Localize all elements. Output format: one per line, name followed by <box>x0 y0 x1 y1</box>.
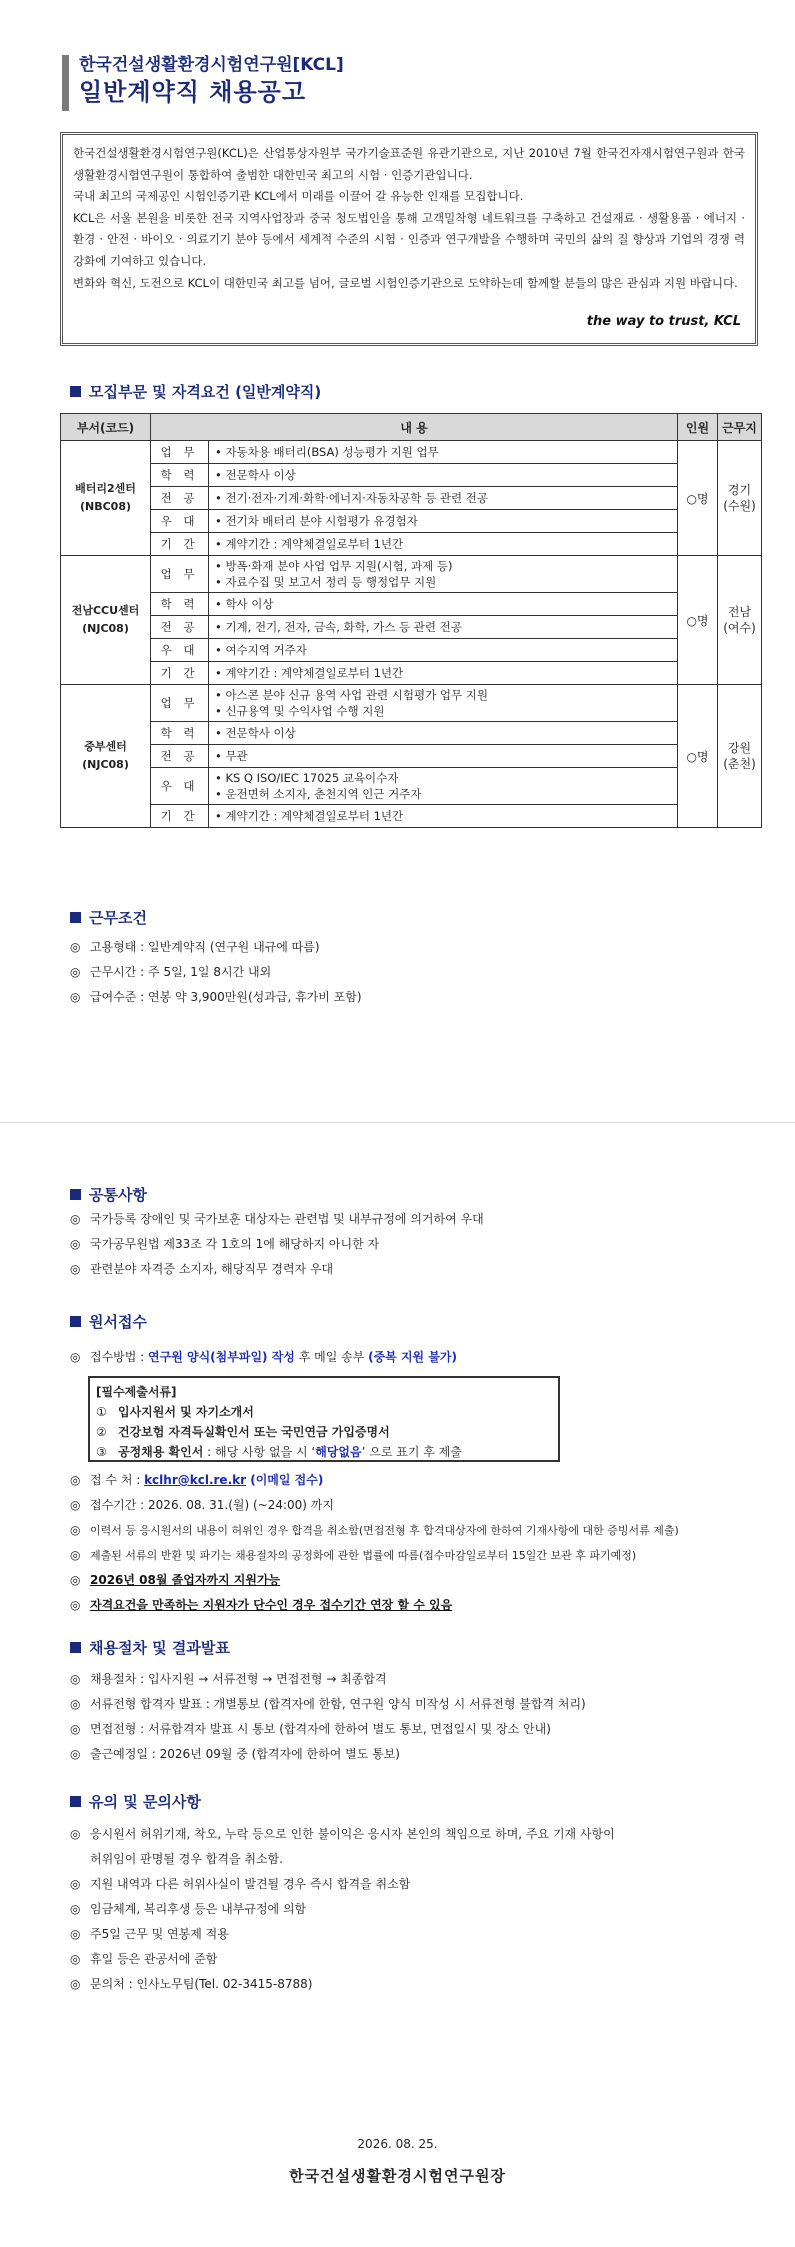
list-item: ◎ 임금체계, 복리후생 등은 내부규정에 의함 <box>70 1902 307 1916</box>
content-line: • 기계, 전기, 전자, 금속, 화학, 가스 등 관련 전공 <box>215 620 462 634</box>
row-content-major <box>209 745 678 768</box>
document-item: ① 입사지원서 및 자기소개서 <box>96 1405 254 1419</box>
table-row <box>61 441 762 464</box>
list-item: ◎ 국가공무원법 제33조 각 1호의 1에 해당하지 아니한 자 <box>70 1237 380 1251</box>
list-item: ◎ 2026년 08월 졸업자까지 지원가능 <box>70 1573 281 1587</box>
count-cell: ○명 <box>678 685 718 828</box>
list-item: ◎ 관련분야 자격증 소지자, 해당직무 경력자 우대 <box>70 1262 334 1276</box>
content-line: • 전기차 배터리 분야 시험평가 유경험자 <box>215 514 418 528</box>
page-1 <box>0 0 795 1123</box>
document-item: ② 건강보험 자격득실확인서 또는 국민연금 가입증명서 <box>96 1425 390 1439</box>
table-row <box>61 593 762 616</box>
row-content-pref <box>209 510 678 533</box>
slogan: the way to trust, KCL <box>586 314 741 330</box>
row-content-period <box>209 662 678 685</box>
intro-paragraph-1: 한국건설생활환경시험연구원(KCL)은 산업통상자원부 국가기술표준원 유관기관으로, 지난 2010년 7월 한국건자재시험연구원과 한국생활환경시험연구원이 통합하여 출범한 대한민국 최고의 시험 · 인증기관입니다. <box>73 146 745 182</box>
row-content-duty <box>209 441 678 464</box>
row-label-major: 전 공 <box>151 616 209 639</box>
location-cell: 경기 (수원) <box>718 441 762 556</box>
title-block <box>62 55 362 111</box>
row-label-major: 전 공 <box>151 745 209 768</box>
section-notes-heading: 유의 및 문의사항 <box>70 1791 201 1812</box>
content-line: • 전문학사 이상 <box>215 468 296 482</box>
intro-paragraph-2: 국내 최고의 국제공인 시험인증기관 KCL에서 미래를 이끌어 갈 유능한 인재를 모집합니다. <box>73 189 524 204</box>
row-content-edu <box>209 593 678 616</box>
content-line: • 학사 이상 <box>215 597 274 611</box>
table-row <box>61 685 762 722</box>
list-item: ◎ 응시원서 허위기재, 착오, 누락 등으로 인한 불이익은 응시자 본인의 책임으로 하며, 주요 기재 사항이 <box>70 1827 615 1841</box>
table-row <box>61 805 762 828</box>
list-item: ◎ 출근예정일 : 2026년 09월 중 (합격자에 한하여 별도 통보) <box>70 1747 400 1761</box>
table-row <box>61 510 762 533</box>
row-label-period: 기 간 <box>151 662 209 685</box>
signature-line: 한국건설생활환경시험연구원장 <box>289 2167 506 2185</box>
content-line: • 자료수집 및 보고서 정리 등 행정업무 지원 <box>215 575 437 589</box>
list-item-continued: 허위임이 판명될 경우 합격을 취소함. <box>90 1852 283 1866</box>
content-line: • 전문학사 이상 <box>215 726 296 740</box>
row-content-pref <box>209 639 678 662</box>
row-content-period <box>209 805 678 828</box>
common-list <box>70 1207 484 1282</box>
row-label-duty: 업 무 <box>151 685 209 722</box>
org-title: 한국건설생활환경시험연구원[KCL] <box>79 55 344 75</box>
section-recruit-heading: 모집부문 및 자격요건 (일반계약직) <box>70 381 321 402</box>
required-documents-box <box>88 1376 560 1462</box>
list-item: ◎ 접 수 처 : kclhr@kcl.re.kr (이메일 접수) <box>70 1473 324 1487</box>
content-line: • 여수지역 거주자 <box>215 643 307 657</box>
section-square-icon <box>70 912 81 923</box>
row-label-edu: 학 력 <box>151 593 209 616</box>
content-line: • KS Q ISO/IEC 17025 교육이수자 <box>215 771 399 785</box>
location-cell: 강원 (춘천) <box>718 685 762 828</box>
content-line: • 계약기간 : 계약체결일로부터 1년간 <box>215 537 404 551</box>
content-line: • 신규용역 및 수익사업 수행 지원 <box>215 704 385 718</box>
list-item: ◎ 자격요건을 만족하는 지원자가 단수인 경우 접수기간 연장 할 수 있음 <box>70 1598 453 1612</box>
section-apply-heading: 원서접수 <box>70 1311 147 1332</box>
table-row <box>61 464 762 487</box>
process-list <box>70 1667 586 1767</box>
table-row <box>61 768 762 805</box>
dept-cell <box>61 685 151 828</box>
row-content-duty <box>209 556 678 593</box>
list-item: ◎ 서류전형 합격자 발표 : 개별통보 (합격자에 한함, 연구원 양식 미작성 시 서류전형 불합격 처리) <box>70 1697 586 1711</box>
header-dept: 부서(코드) <box>61 414 151 441</box>
content-line: • 계약기간 : 계약체결일로부터 1년간 <box>215 809 404 823</box>
announcement-date: 2026. 08. 25. <box>357 2137 438 2151</box>
list-item: ◎ 채용절차 : 입사지원 → 서류전형 → 면접전형 → 최종합격 <box>70 1672 387 1686</box>
count-cell: ○명 <box>678 441 718 556</box>
row-content-edu <box>209 464 678 487</box>
content-line: • 자동차용 배터리(BSA) 성능평가 지원 업무 <box>215 445 439 459</box>
email-link[interactable]: kclhr@kcl.re.kr <box>144 1473 247 1487</box>
row-label-period: 기 간 <box>151 533 209 556</box>
dept-name: 배터리2센터 <box>75 482 136 495</box>
table-row <box>61 487 762 510</box>
row-label-pref: 우 대 <box>151 510 209 533</box>
header-content: 내 용 <box>151 414 678 441</box>
row-label-edu: 학 력 <box>151 464 209 487</box>
dept-code: (NBC08) <box>79 500 132 513</box>
dept-cell <box>61 556 151 685</box>
table-row <box>61 533 762 556</box>
list-item: ◎ 국가등록 장애인 및 국가보훈 대상자는 관련법 및 내부규정에 의거하여 우대 <box>70 1212 484 1226</box>
count-cell: ○명 <box>678 556 718 685</box>
dept-name: 중부센터 <box>84 740 127 753</box>
list-item: ◎ 주5일 근무 및 연봉제 적용 <box>70 1927 229 1941</box>
section-common-heading: 공통사항 <box>70 1184 147 1205</box>
list-item: ◎ 문의처 : 인사노무팀(Tel. 02-3415-8788) <box>70 1977 313 1991</box>
row-label-duty: 업 무 <box>151 441 209 464</box>
document-item: ③ 공정채용 확인서 : 해당 사항 없을 시 ‘해당없음’ 으로 표기 후 제출 <box>96 1445 462 1459</box>
table-row <box>61 722 762 745</box>
list-item: ◎ 제출된 서류의 반환 및 파기는 채용절차의 공정화에 관한 법률에 따름(접수마감일로부터 15일간 보관 후 파기예정) <box>70 1548 637 1562</box>
list-item: ◎ 근무시간 : 주 5일, 1일 8시간 내외 <box>70 965 272 979</box>
dept-cell <box>61 441 151 556</box>
section-process-heading: 채용절차 및 결과발표 <box>70 1637 230 1658</box>
section-conditions-heading: 근무조건 <box>70 907 147 928</box>
row-content-major <box>209 487 678 510</box>
header-count: 인원 <box>678 414 718 441</box>
table-row <box>61 639 762 662</box>
row-label-edu: 학 력 <box>151 722 209 745</box>
notes-list <box>70 1822 615 1997</box>
page-title: 일반계약직 채용공고 <box>79 78 307 106</box>
content-line: • 아스콘 분야 신규 용역 사업 관련 시험평가 업무 지원 <box>215 688 488 702</box>
row-content-pref <box>209 768 678 805</box>
apply-method <box>70 1345 457 1370</box>
section-square-icon <box>70 1642 81 1653</box>
table-row <box>61 616 762 639</box>
row-label-duty: 업 무 <box>151 556 209 593</box>
list-item: ◎ 접수방법 : 연구원 양식(첨부파일) 작성 후 메일 송부 (중복 지원 불가) <box>70 1350 457 1364</box>
dept-code: (NJC08) <box>82 758 129 771</box>
list-item: ◎ 이력서 등 응시원서의 내용이 허위인 경우 합격을 취소함(면접전형 후 합격대상자에 한하여 기재사항에 대한 증빙서류 제출) <box>70 1523 679 1537</box>
row-label-major: 전 공 <box>151 487 209 510</box>
row-label-pref: 우 대 <box>151 768 209 805</box>
dept-code: (NJC08) <box>82 622 129 635</box>
location-cell: 전남 (여수) <box>718 556 762 685</box>
content-line: • 계약기간 : 계약체결일로부터 1년간 <box>215 666 404 680</box>
required-documents-title: [필수제출서류] <box>96 1385 177 1399</box>
list-item: ◎ 면접전형 : 서류합격자 발표 시 통보 (합격자에 한하여 별도 통보, 면접일시 및 장소 안내) <box>70 1722 551 1736</box>
content-line: • 전기·전자·기계·화학·에너지·자동차공학 등 관련 전공 <box>215 491 488 505</box>
content-line: • 운전면허 소지자, 춘천지역 인근 거주자 <box>215 787 422 801</box>
conditions-list <box>70 935 362 1010</box>
requirements-table <box>60 413 762 828</box>
section-square-icon <box>70 1796 81 1807</box>
list-item: ◎ 급여수준 : 연봉 약 3,900만원(성과급, 휴가비 포함) <box>70 990 362 1004</box>
table-row <box>61 556 762 593</box>
section-square-icon <box>70 1189 81 1200</box>
section-square-icon <box>70 1316 81 1327</box>
list-item: ◎ 지원 내역과 다른 허위사실이 발견될 경우 즉시 합격을 취소함 <box>70 1877 411 1891</box>
row-content-period <box>209 533 678 556</box>
intro-box <box>60 132 758 346</box>
header-location: 근무지 <box>718 414 762 441</box>
list-item: ◎ 휴일 등은 관공서에 준함 <box>70 1952 218 1966</box>
row-label-pref: 우 대 <box>151 639 209 662</box>
table-row <box>61 745 762 768</box>
table-header-row <box>61 414 762 441</box>
apply-details-list <box>70 1468 679 1618</box>
content-line: • 무관 <box>215 749 248 763</box>
row-label-period: 기 간 <box>151 805 209 828</box>
row-content-major <box>209 616 678 639</box>
intro-paragraph-3: KCL은 서울 본원을 비롯한 전국 지역사업장과 중국 청도법인을 통해 고객밀착형 네트워크를 구축하고 건설재료 · 생활용품 · 에너지 · 환경 · 안전 · 바이오 · 의료기기 분야 등에서 세계적 수준의 시험 · 인증과 연구개발을 수행하며 국민의 삶의 질 향상과 기업의 경쟁 력 강화에 기여하고 있습니다. <box>73 210 745 268</box>
intro-paragraph-4: 변화와 혁신, 도전으로 KCL이 대한민국 최고를 넘어, 글로벌 시험인증기관으로 도약하는데 함께할 분들의 많은 관심과 지원 바랍니다. <box>73 275 738 290</box>
dept-name: 전남CCU센터 <box>71 604 140 617</box>
list-item: ◎ 접수기간 : 2026. 08. 31.(월) (~24:00) 까지 <box>70 1498 334 1512</box>
content-line: • 방폭·화재 분야 사업 업무 지원(시험, 과제 등) <box>215 559 453 573</box>
row-content-edu <box>209 722 678 745</box>
list-item: ◎ 고용형태 : 일반계약직 (연구원 내규에 따름) <box>70 940 320 954</box>
section-square-icon <box>70 386 81 397</box>
row-content-duty <box>209 685 678 722</box>
table-row <box>61 662 762 685</box>
